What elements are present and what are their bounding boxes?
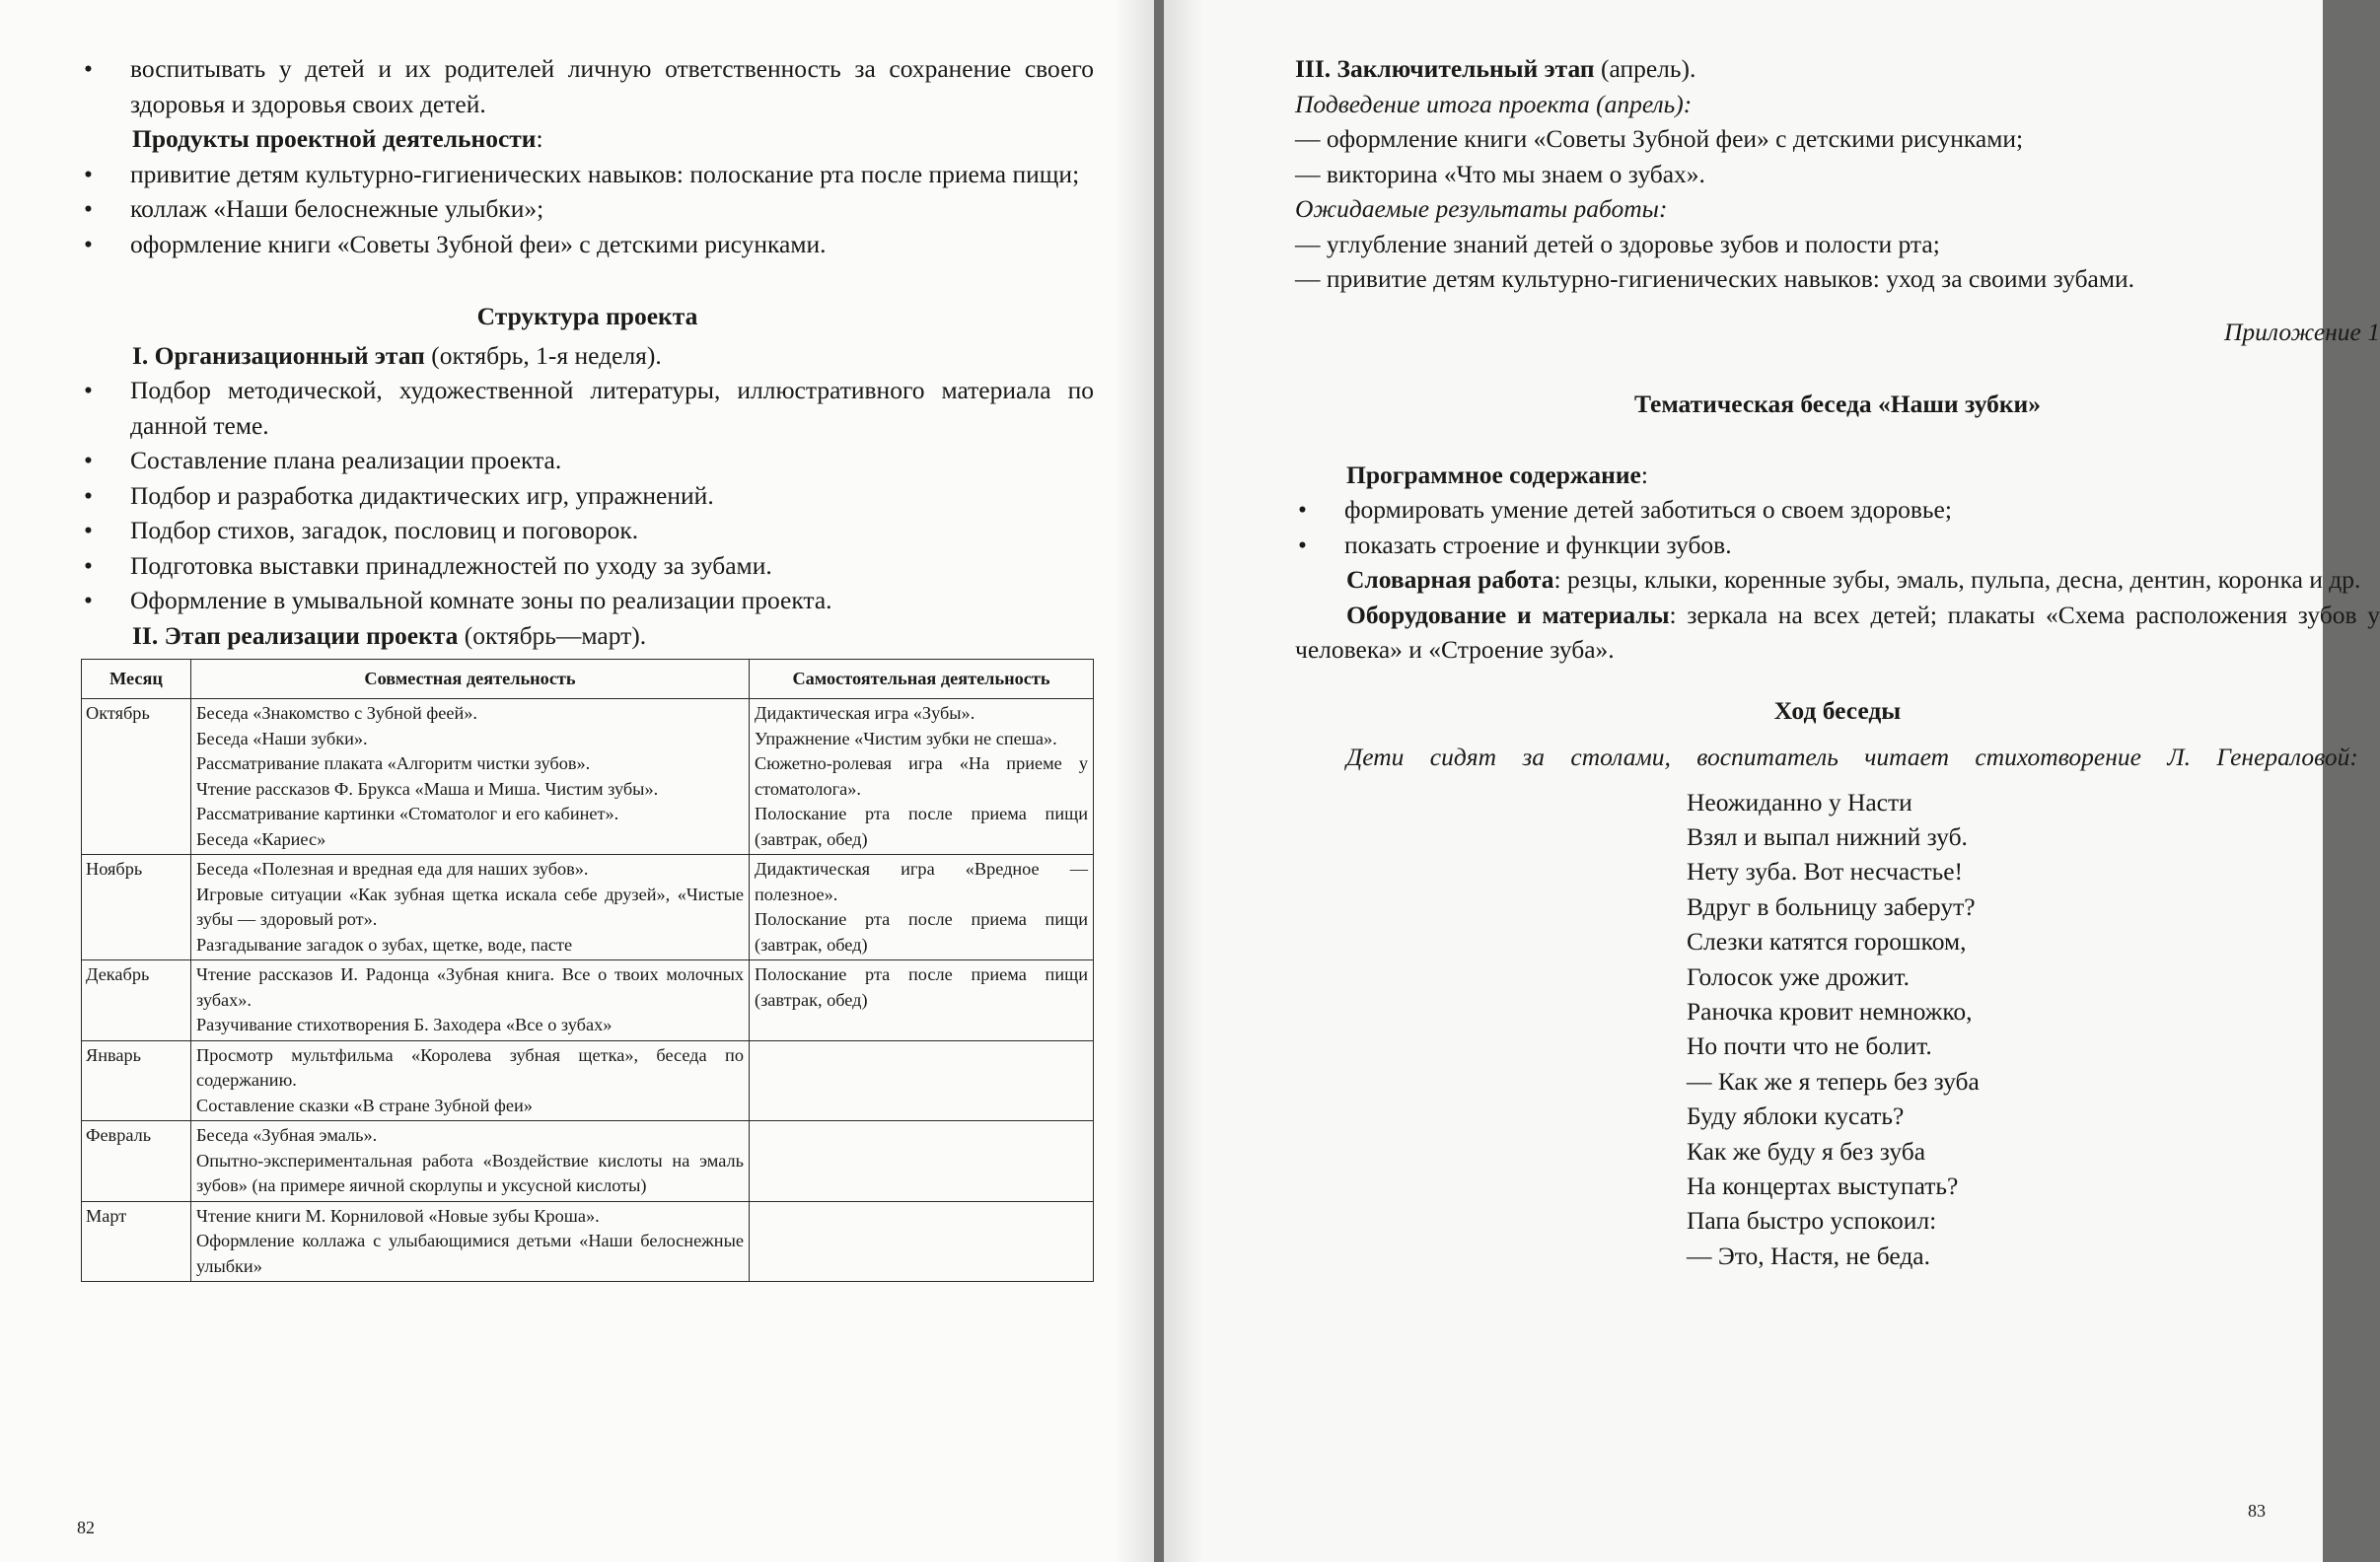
- stage2-heading-line: [81, 618, 1094, 654]
- products-item: • оформление книги «Советы Зубной феи» с детскими рисунками.: [81, 227, 1094, 262]
- results-item: — привитие детям культурно-гигиенических навыков: уход за своими зубами.: [1295, 264, 2135, 293]
- stage1-item: • Подбор стихов, загадок, пословиц и поговорок.: [81, 513, 1094, 548]
- month-cell: Февраль: [82, 1121, 191, 1202]
- table-row: [82, 960, 1094, 1041]
- joint-item: Беседа «Зубная эмаль».: [196, 1125, 378, 1145]
- poem: [1687, 785, 2380, 1274]
- poem-line: Слезки катятся горошком,: [1687, 927, 1967, 957]
- joint-item: Чтение книги М. Корниловой «Новые зубы Кроша».: [196, 1205, 600, 1226]
- independent-item: Дидактическая игра «Вредное — полезное».: [755, 859, 1088, 904]
- program-item: • показать строение и функции зубов.: [1295, 528, 2380, 563]
- table-row: [82, 1040, 1094, 1121]
- vocab-paragraph: [1295, 562, 2380, 598]
- stage1-item: • Подготовка выставки принадлежностей по уходу за зубами.: [81, 548, 1094, 584]
- independent-cell: [750, 1121, 1094, 1202]
- stage2-title: II. Этап реализации проекта: [132, 620, 459, 650]
- month-cell: Март: [82, 1201, 191, 1282]
- independent-cell: [750, 855, 1094, 960]
- month-cell: Октябрь: [82, 699, 191, 855]
- joint-item: Игровые ситуации «Как зубная щетка искала себе друзей», «Чистые зубы — здоровый рот».: [196, 884, 744, 929]
- table-row: [82, 1121, 1094, 1202]
- independent-item: Полоскание рта после приема пищи (завтрак, обед): [755, 804, 1088, 849]
- program-heading-line: Программное содержание:: [1346, 460, 1648, 489]
- left-column: [81, 51, 1094, 1282]
- table-header: Самостоятельная деятельность: [750, 660, 1094, 699]
- poem-line: Как же буду я без зуба: [1687, 1136, 1926, 1166]
- independent-cell: [750, 699, 1094, 855]
- poem-line: На концертах выступать?: [1687, 1171, 1959, 1200]
- course-heading: Ход беседы: [1773, 695, 1902, 725]
- joint-cell: [191, 1201, 750, 1282]
- gutter-shadow-right: [1164, 0, 1203, 1562]
- table-row: [82, 699, 1094, 855]
- equipment-text: : зеркала на всех детей; плакаты «Схема расположения зубов у человека» и «Строение зуба».: [1295, 600, 2380, 664]
- joint-item: Беседа «Наши зубки».: [196, 728, 368, 748]
- independent-cell: [750, 960, 1094, 1041]
- poem-line: Но почти что не болит.: [1687, 1031, 1932, 1061]
- poem-line: Буду яблоки кусать?: [1687, 1101, 1905, 1131]
- poem-line: Вдруг в больницу заберут?: [1687, 891, 1976, 921]
- results-item: — углубление знаний детей о здоровье зубов и полости рта;: [1295, 229, 1940, 258]
- poem-line: Голосок уже дрожит.: [1687, 961, 1910, 991]
- joint-item: Опытно-экспериментальная работа «Воздействие кислоты на эмаль зубов» (на примере яичной скорлупы и уксусной кислоты): [196, 1150, 744, 1195]
- poem-line: Нету зуба. Вот несчастье!: [1687, 857, 1964, 887]
- equipment-paragraph: [1295, 598, 2380, 668]
- vocab-text: : резцы, клыки, коренные зубы, эмаль, пульпа, десна, дентин, коронка и др.: [1553, 565, 2361, 594]
- independent-item: Полоскание рта после приема пищи (завтрак, обед): [755, 964, 1088, 1010]
- right-page: [1164, 0, 2380, 1562]
- products-colon: :: [536, 124, 543, 153]
- table-header-row: [82, 660, 1094, 699]
- right-column: [1295, 51, 2380, 1273]
- page-number-right: 83: [2248, 1501, 2266, 1521]
- independent-cell: [750, 1201, 1094, 1282]
- stage1-item: • Подбор методической, художественной литературы, иллюстративного материала по данной теме.: [81, 373, 1094, 443]
- gutter-shadow-left: [1115, 0, 1154, 1562]
- joint-item: Оформление коллажа с улыбающимися детьми «Наши белоснежные улыбки»: [196, 1231, 744, 1276]
- joint-item: Разучивание стихотворения Б. Заходера «Все о зубах»: [196, 1015, 613, 1034]
- independent-item: Полоскание рта после приема пищи (завтрак, обед): [755, 909, 1088, 955]
- month-cell: Январь: [82, 1040, 191, 1121]
- stage1-title: I. Организационный этап: [132, 340, 425, 370]
- stage2-rest: (октябрь—март).: [458, 620, 647, 650]
- table-header: Совместная деятельность: [191, 660, 750, 699]
- course-intro: Дети сидят за столами, воспитатель читает стихотворение Л. Генераловой:: [1346, 743, 2358, 771]
- joint-item: Чтение рассказов Ф. Брукса «Маша и Миша. Чистим зубы».: [196, 778, 659, 799]
- month-cell: Декабрь: [82, 960, 191, 1041]
- poem-line: Взял и выпал нижний зуб.: [1687, 821, 1968, 851]
- appendix-label: Приложение 1: [2223, 317, 2380, 346]
- joint-item: Беседа «Полезная и вредная еда для наших зубов».: [196, 859, 589, 879]
- activity-table: [81, 659, 1094, 1282]
- structure-heading: Структура проекта: [476, 302, 698, 330]
- program-item: • формировать умение детей заботиться о своем здоровье;: [1295, 492, 2380, 528]
- summary-item: — викторина «Что мы знаем о зубах».: [1295, 159, 1705, 188]
- joint-item: Чтение рассказов И. Радонца «Зубная книга. Все о твоих молочных зубах».: [196, 964, 744, 1010]
- products-item: • коллаж «Наши белоснежные улыбки»;: [81, 191, 1094, 227]
- joint-item: Рассматривание плаката «Алгоритм чистки зубов».: [196, 753, 591, 773]
- page-number-left: 82: [77, 1518, 95, 1537]
- joint-cell: [191, 960, 750, 1041]
- poem-line: — Как же я теперь без зуба: [1687, 1066, 1980, 1096]
- table-header: Месяц: [82, 660, 191, 699]
- stage1-item: • Оформление в умывальной комнате зоны по реализации проекта.: [81, 583, 1094, 618]
- joint-item: Беседа «Знакомство с Зубной феей».: [196, 703, 477, 723]
- table-row: [82, 1201, 1094, 1282]
- month-cell: Ноябрь: [82, 855, 191, 960]
- stage3-rest: (апрель).: [1594, 54, 1696, 83]
- joint-item: Беседа «Кариес»: [196, 828, 326, 849]
- table-row: [82, 855, 1094, 960]
- joint-item: Рассматривание картинки «Стоматолог и его кабинет».: [196, 804, 619, 823]
- summary-item: — оформление книги «Советы Зубной феи» с детскими рисунками;: [1295, 124, 2024, 153]
- poem-line: Неожиданно у Насти: [1687, 787, 1912, 816]
- independent-cell: [750, 1040, 1094, 1121]
- poem-line: — Это, Настя, не беда.: [1687, 1241, 1930, 1270]
- talk-title: Тематическая беседа «Наши зубки»: [1633, 390, 2042, 418]
- joint-cell: [191, 699, 750, 855]
- stage1-heading-line: [81, 338, 1094, 374]
- summary-heading: Подведение итога проекта (апрель):: [1295, 89, 1693, 118]
- poem-line: Раночка кровит немножко,: [1687, 996, 1973, 1026]
- joint-item: Просмотр мультфильма «Королева зубная щетка», беседа по содержанию.: [196, 1044, 744, 1090]
- joint-item: Разгадывание загадок о зубах, щетке, воде, пасте: [196, 934, 573, 955]
- intro-bullet: • воспитывать у детей и их родителей личную ответственность за сохранение своего здоровья и здоровья своих детей.: [81, 51, 1094, 121]
- stage1-rest: (октябрь, 1-я неделя).: [424, 340, 662, 370]
- joint-item: Составление сказки «В стране Зубной феи»: [196, 1095, 533, 1115]
- independent-item: Дидактическая игра «Зубы».: [755, 703, 975, 723]
- independent-item: Сюжетно-ролевая игра «На приеме у стоматолога».: [755, 753, 1088, 799]
- equipment-heading: Оборудование и материалы: [1346, 600, 1670, 629]
- joint-cell: [191, 855, 750, 960]
- program-heading: Программное содержание: [1346, 460, 1641, 489]
- vocab-heading: Словарная работа: [1346, 565, 1554, 594]
- stage3-heading-line: [1295, 51, 2380, 87]
- independent-item: Упражнение «Чистим зубки не спеша».: [755, 728, 1057, 748]
- products-heading-line: [81, 121, 1094, 157]
- results-heading: Ожидаемые результаты работы:: [1295, 194, 1668, 223]
- products-item: • привитие детям культурно-гигиенических навыков: полоскание рта после приема пищи;: [81, 157, 1094, 192]
- joint-cell: [191, 1121, 750, 1202]
- joint-cell: [191, 1040, 750, 1121]
- stage3-title: III. Заключительный этап: [1295, 54, 1595, 83]
- products-heading: Продукты проектной деятельности: [132, 124, 537, 153]
- stage1-item: • Подбор и разработка дидактических игр, упражнений.: [81, 478, 1094, 514]
- left-page: [0, 0, 1154, 1562]
- poem-line: Папа быстро успокоил:: [1687, 1206, 1937, 1236]
- stage1-item: • Составление плана реализации проекта.: [81, 443, 1094, 478]
